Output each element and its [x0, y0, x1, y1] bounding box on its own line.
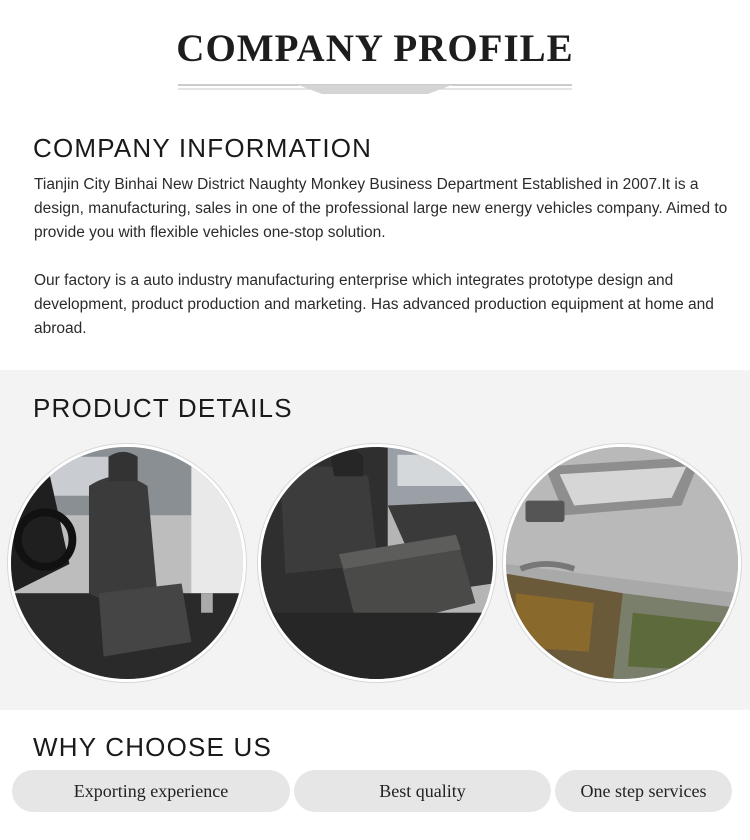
page-title: COMPANY PROFILE	[176, 27, 574, 70]
best-quality-badge: Best quality	[294, 770, 551, 812]
rear-seat-image	[261, 447, 493, 679]
product-details-heading: PRODUCT DETAILS	[33, 393, 293, 423]
sunroof-headliner-photo	[503, 444, 741, 682]
company-information-heading: COMPANY INFORMATION	[33, 133, 373, 163]
company-information-paragraph-1: Tianjin City Binhai New District Naughty Monkey Business Department Established in 2007.It is a design, manufacturing, sales in one of the professional large new energy vehicles company. Aimed to provide you with flexible vehicles one-stop solution.	[34, 176, 728, 241]
exporting-experience-badge: Exporting experience	[12, 770, 290, 812]
front-seats-photo	[8, 444, 246, 682]
rear-seat-folded-photo	[258, 444, 496, 682]
why-choose-us-heading: WHY CHOOSE US	[33, 732, 273, 762]
front-seats-image	[11, 447, 243, 679]
company-information-paragraph-2: Our factory is a auto industry manufacturing enterprise which integrates prototype design and development, product production and marketing. Has advanced production equipment at home and abroad.	[34, 272, 714, 337]
one-step-services-badge: One step services	[555, 770, 732, 812]
title-divider	[178, 82, 572, 96]
sunroof-image	[506, 447, 738, 679]
